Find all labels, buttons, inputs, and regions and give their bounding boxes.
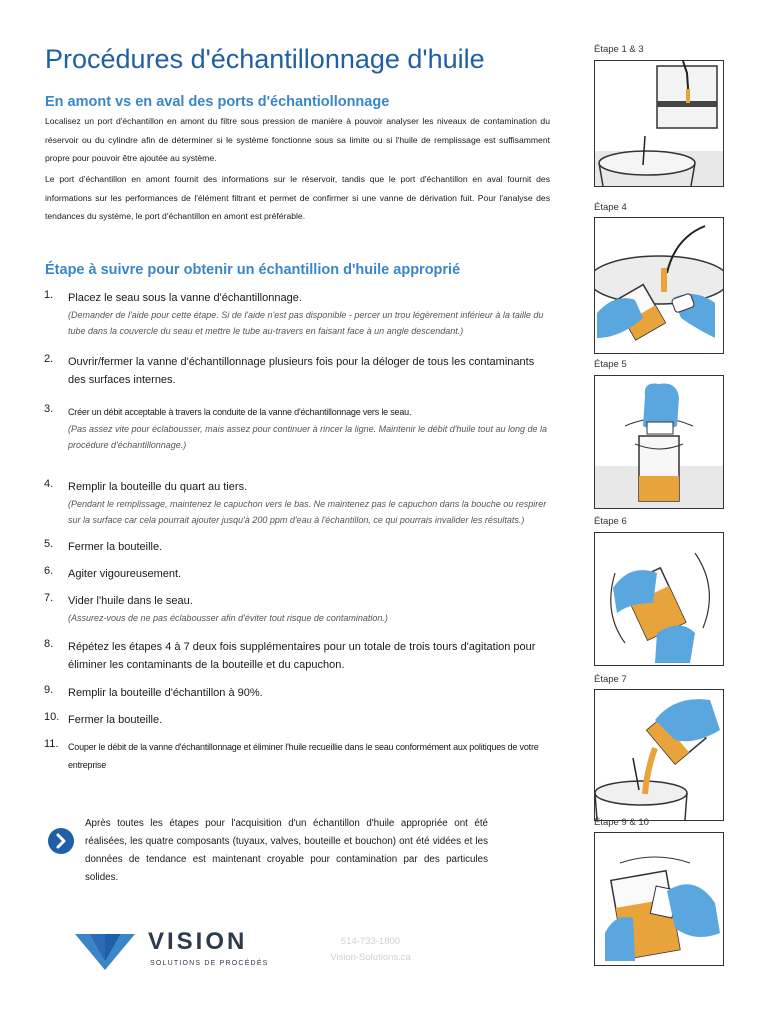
step-item: 5. Fermer la bouteille. [40,538,550,556]
bucket-tube-illustration [594,60,724,187]
steps-list [40,289,550,774]
paragraph-comparison: Le port d'échantillon en amont fournit des informations sur le réservoir, tandis que le port d'échantillon en aval fournit des informations sur les performances de l'élément filtrant et permet de confirmer si une vanne de dérivation fuit. Pour l'analyse des tendances du système, le port d'échantillon en amont est préférable. [45,174,550,221]
figure-label: Étape 5 [594,359,627,370]
step-item: 2. Ouvrir/fermer la vanne d'échantillonnage plusieurs fois pour la déloger de tous les contaminants des surfaces internes. [40,353,550,389]
step-text: Remplir la bouteille du quart au tiers. [68,481,248,493]
step-item: 1. Placez le seau sous la vanne d'échantillonnage. (Demander de l'aide pour cette étape. Si de l'aide n'est pas disponible - percer un trou légèrement inférieur à la taille du tube dans la couvercle du seau et mettre le tube au-travers en faisant face à un angle descendant.) [40,289,550,339]
step-text: Fermer la bouteille. [68,541,163,553]
pour-oil-illustration [594,689,724,821]
step-item: 11. Couper le débit de la vanne d'échantillonnage et éliminer l'huile recueillie dans le seau conformément aux politiques de votre entreprise [40,738,550,774]
step-note: (Pendant le remplissage, maintenez le capuchon vers le bas. Ne maintenez pas le capuchon dans la bouche ou respirer sur la surface car cela pourrait ajouter jusqu'à 200 ppm d'eau à l'échantillon, ce qui pourrais invalider les résultats.) [68,499,547,525]
step-text: Remplir la bouteille d'échantillon à 90%. [68,687,263,699]
step-text: Fermer la bouteille. [68,714,163,726]
section-heading-steps: Étape à suivre pour obtenir un échantillion d'huile approprié [45,262,461,278]
figure-label: Étape 7 [594,674,627,685]
step-note: (Pas assez vite pour éclabousser, mais assez pour continuer à rincer la ligne. Maintenir le débit d'huile tout au long de la procédure d'échantillonnage.) [68,424,547,450]
chevron-right-icon [48,828,74,854]
figure-label: Étape 1 & 3 [594,44,644,55]
cap-bottle-illustration [594,375,724,509]
step-text: Placez le seau sous la vanne d'échantillonnage. [68,292,302,304]
brand-tagline: SOLUTIONS DE PROCÉDÉS [150,960,269,967]
brand-name: VISION [148,928,248,955]
step-text: Répétez les étapes 4 à 7 deux fois supplémentaires pour un totale de trois tours d'agitation pour éliminer les contaminants de la bouteille et du capuchon. [68,641,536,671]
step-text: Couper le débit de la vanne d'échantillonnage et éliminer l'huile recueillie dans le seau conformément aux politiques de votre entreprise [68,742,539,770]
section-heading-ports: En amont vs en aval des ports d'échantiollonnage [45,94,390,110]
figure-label: Étape 6 [594,516,627,527]
figure-label: Étape 4 [594,202,627,213]
phone-number: 514-733-1800 [340,936,401,947]
paragraph-upstream: Localisez un port d'échantillon en amont du filtre sous pression de manière à pouvoir analyser les niveaux de contamination du réservoir ou du cylindre afin de déterminer si le système fonctionne sous sa limite ou si l'huile de remplissage est suffisamment propre pour pouvoir être ajoutée au système. [45,116,550,163]
step-item: 10. Fermer la bouteille. [40,711,550,729]
shake-bottle-illustration [594,532,724,666]
step-item: 4. Remplir la bouteille du quart au tiers. (Pendant le remplissage, maintenez le capuchon vers le bas. Ne maintenez pas le capuchon dans la bouche ou respirer sur la surface car cela pourrait ajouter jusqu'à 200 ppm d'eau à l'échantillon, ce qui pourrais invalider les résultats.) [40,478,550,528]
figure-label: Étape 9 & 10 [594,817,649,828]
step-text: Vider l'huile dans le seau. [68,595,193,607]
step-item: 6. Agiter vigoureusement. [40,565,550,583]
contact-info [328,934,413,966]
step-item: 8. Répétez les étapes 4 à 7 deux fois supplémentaires pour un totale de trois tours d'agitation pour éliminer les contaminants de la bouteille et du capuchon. [40,638,550,674]
step-item: 7. Vider l'huile dans le seau. (Assurez-vous de ne pas éclabousser afin d'éviter tout risque de contamination.) [40,592,550,626]
step-text: Ouvrir/fermer la vanne d'échantillonnage plusieurs fois pour la déloger de tous les contaminants des surfaces internes. [68,356,535,386]
fill-bottle-illustration [594,217,724,354]
closing-paragraph: Après toutes les étapes pour l'acquisition d'un échantillon d'huile appropriée ont été réalisées, les quatre composants (tuyaux, valves, bouteille et bouchon) ont été vidées et les données de tendance est maintenant croyable pour contamination par des particules solides. [85,818,488,883]
step-note: (Assurez-vous de ne pas éclabousser afin d'éviter tout risque de contamination.) [68,613,388,623]
website-link: Vision-Solutions.ca [330,952,411,963]
step-note: (Demander de l'aide pour cette étape. Si de l'aide n'est pas disponible - percer un trou légèrement inférieur à la taille du tube dans la couvercle du seau et mettre le tube au-travers en faisant face à un angle descendant.) [68,310,544,336]
close-bottle-illustration [594,832,724,966]
step-text: Agiter vigoureusement. [68,568,182,580]
step-text: Créer un débit acceptable à travers la conduite de la vanne d'échantillonnage vers le seau. [68,407,412,417]
step-item: 9. Remplir la bouteille d'échantillon à 90%. [40,684,550,702]
page-title: Procédures d'échantillonnage d'huile [45,44,485,74]
step-item: 3. Créer un débit acceptable à travers la conduite de la vanne d'échantillonnage vers le seau. (Pas assez vite pour éclabousser, mais assez pour continuer à rincer la ligne. Maintenir le débit d'huile tout au long de la procédure d'échantillonnage.) [40,403,550,453]
